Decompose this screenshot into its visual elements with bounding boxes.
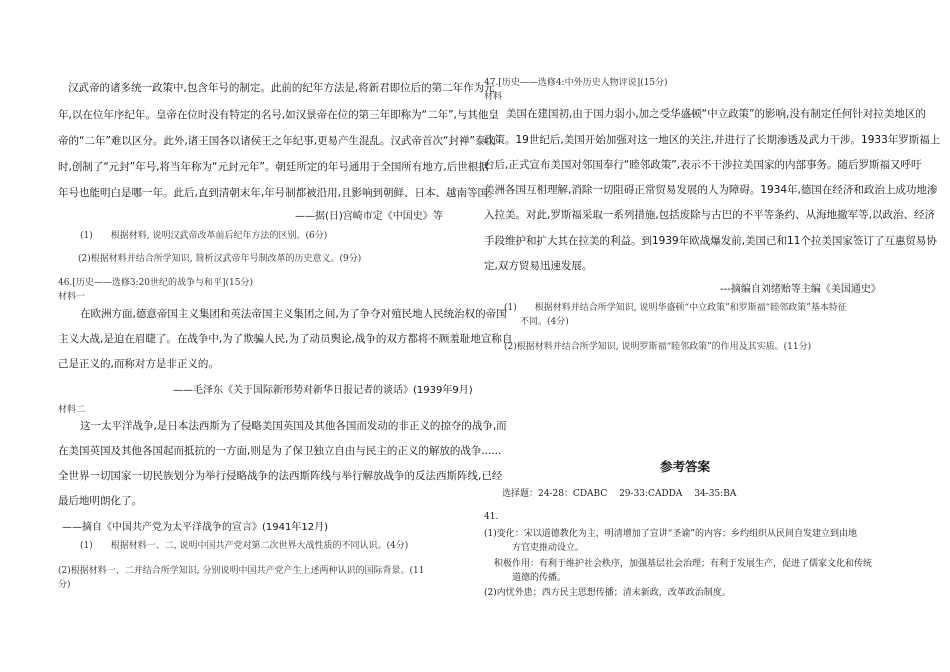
answers-title: 参考答案	[660, 459, 711, 474]
p1-source: ——据(日)宫崎市定《中国史》等	[295, 211, 443, 222]
p1-line-2: 年,以在位年序纪年。皇帝在位时没有特定的名号,如汉景帝在位的第三年即称为“二年”,与其他皇	[58, 109, 499, 121]
question-47-1-line-1: (1) 根据材料并结合所学知识, 说明华盛顿“中立政策”和罗斯福“睦邻政策”基本特征	[504, 303, 847, 313]
m1-line-3: 己是正义的,而称对方是非正义的。	[58, 358, 219, 370]
question-45-2: (2)根据材料并结合所学知识, 简析汉武帝年号制改革的历史意义。(9分)	[78, 254, 362, 264]
m2-line-1: 这一太平洋战争,是日本法西斯为了侵略美国英国及其他各国而发动的非正义的掠夺的战争,而	[80, 420, 507, 432]
choice-answers: 选择题：24-28：CDABC 29-33:CADDA 34-35:BA	[502, 489, 737, 499]
m-line-7: 定,双方贸易迅速发展。	[484, 260, 593, 272]
m-line-1: 美国在建国初,由于国力弱小,加之受华盛顿“中立政策”的影响,没有制定任何针对拉美地区的	[506, 108, 926, 120]
answer-41-number: 41.	[484, 512, 499, 522]
question-45-1: (1) 根据材料, 说明汉武帝改革前后纪年方法的区别。(6分)	[80, 231, 328, 241]
p1-line-4: 时,创制了“元封”年号,将当年称为“元封元年”。朝廷所定的年号通用于全国所有地方,后世根据	[58, 161, 489, 173]
answer-41-1-line-1: (1)变化：宋以道德教化为主，明清增加了宣讲“圣谕”的内容；乡约组织从民间自发建立到由地	[484, 529, 857, 539]
material-label: 材料	[484, 92, 503, 102]
m-line-5: 入拉美。对此,罗斯福采取一系列措施,包括废除与古巴的不平等条约、从海地撤军等,以政治、经济	[484, 209, 936, 221]
question-46-2-line-2: 分)	[58, 580, 71, 590]
m2-line-3: 全世界一切国家一切民族划分为举行侵略战争的法西斯阵线与举行解放战争的反法西斯阵线,已经	[58, 470, 503, 482]
m-line-3: 台后,正式宣布美国对邻国奉行“睦邻政策”,表示不干涉拉美国家的内部事务。随后罗斯福又呼吁	[484, 159, 922, 171]
material-2-label: 材料二	[58, 405, 86, 415]
p1-line-5: 年号也能明白是哪一年。此后,直到清朝末年,年号制都被沿用,且影响到朝鲜、日本、越南等国。	[58, 187, 499, 199]
m-source: ---摘编自刘绪贻等主编《美国通史》	[720, 284, 881, 295]
material-1-label: 材料一	[58, 292, 86, 302]
m2-line-2: 在美国英国及其他各国起而抵抗的一方面,则是为了保卫独立自由与民主的正义的解放的战争......	[58, 445, 502, 457]
question-46-2-line-1: (2)根据材料一、二并结合所学知识, 分别说明中国共产党产生上述两种认识的国际背景。(11	[58, 566, 425, 576]
p1-line-1: 汉武帝的诸多统一政策中,包含年号的制定。此前的纪年方法是,将新君即位后的第二年作为元	[68, 82, 495, 94]
question-47-1-line-2: 不同。(4分)	[520, 317, 569, 327]
m-line-2: 政策。19世纪后,美国开始加强对这一地区的关注,并进行了长期渗透及武力干涉。1933年罗斯福上	[484, 134, 941, 146]
question-47-2: (2)根据材料并结合所学知识, 说明罗斯福“睦邻政策”的作用及其实质。(11分)	[504, 342, 812, 352]
question-47-title: 47.[历史——选修4:中外历史人物评说](15分)	[484, 78, 668, 88]
answer-41-1-line-2: 方官吏推动设立。	[512, 543, 585, 553]
answer-41-2: (2)内忧外患；西方民主思想传播；清末新政，改革政治制度。	[484, 588, 731, 598]
question-46-1: (1) 根据材料一、二, 说明中国共产党对第二次世界大战性质的不同认识。(4分)	[80, 541, 409, 551]
m-line-4: 美洲各国互相理解,消除一切阻碍正常贸易发展的人为障碍。1934年,德国在经济和政治上成功地渗	[484, 184, 938, 196]
m2-line-4: 最后地明朗化了。	[58, 495, 142, 507]
m-line-6: 手段维护和扩大其在拉美的利益。到1939年欧战爆发前,美国已和11个拉美国家签订了互惠贸易协	[484, 235, 937, 247]
p1-line-3: 帝的“二年”难以区分。此外,诸王国各以诸侯王之年纪事,更易产生混乱。汉武帝首次“封禅”泰山	[58, 135, 496, 147]
answer-41-role-line-2: 道德的传播。	[512, 573, 567, 583]
question-46-title: 46.[历史——选修3:20世纪的战争与和平](15分)	[58, 278, 254, 288]
m1-source: ——毛泽东《关于国际新形势对新华日报记者的谈话》(1939年9月)	[173, 385, 473, 396]
m2-source: ——摘自《中国共产党为太平洋战争的宣言》(1941年12月)	[62, 522, 328, 533]
m1-line-2: 主义大战,是迫在眉睫了。在战争中,为了欺骗人民,为了动员舆论,战争的双方都将不顾羞耻地宣称自	[58, 333, 513, 345]
answer-41-role-line-1: 积极作用：有利于维护社会秩序，加强基层社会治理；有利于发展生产，促进了儒家文化和传统	[494, 559, 873, 569]
m1-line-1: 在欧洲方面,德意帝国主义集团和英法帝国主义集团之间,为了争夺对殖民地人民统治权的帝国	[80, 308, 507, 320]
